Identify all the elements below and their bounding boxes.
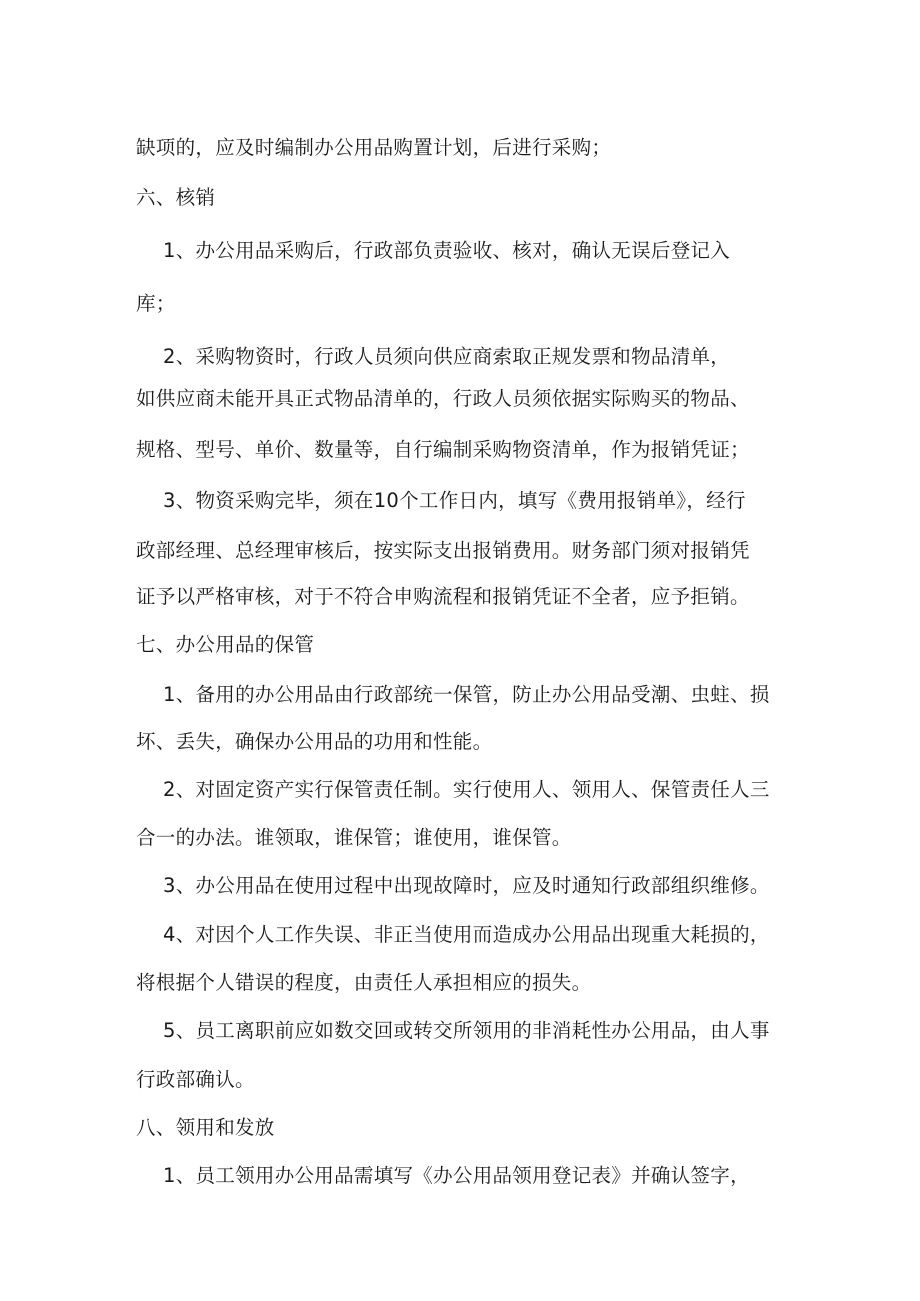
text-line: 3、物资采购完毕，须在10个工作日内，填写《费用报销单》，经行 [163, 489, 746, 512]
text-line: 政部经理、总经理审核后，按实际支出报销费用。财务部门须对报销凭 [136, 539, 750, 562]
text-line: 规格、型号、单价、数量等，自行编制采购物资清单，作为报销凭证； [136, 438, 750, 461]
text-line: 2、采购物资时，行政人员须向供应商索取正规发票和物品清单， [163, 345, 731, 368]
text-line: 坏、丢失，确保办公用品的功用和性能。 [136, 730, 493, 753]
text-line: 1、办公用品采购后，行政部负责验收、核对，确认无误后登记入 [163, 239, 731, 262]
section-heading-issuance: 八、领用和发放 [136, 1116, 275, 1139]
text-line: 库； [136, 292, 176, 315]
text-line: 3、办公用品在使用过程中出现故障时，应及时通知行政部组织维修。 [163, 874, 770, 897]
text-line: 将根据个人错误的程度，由责任人承担相应的损失。 [136, 971, 592, 994]
text-line: 1、员工领用办公用品需填写《办公用品领用登记表》并确认签字， [163, 1164, 750, 1187]
text-line: 4、对因个人工作失误、非正当使用而造成办公用品出现重大耗损的， [163, 923, 770, 946]
text-line: 5、员工离职前应如数交回或转交所领用的非消耗性办公用品，由人事 [163, 1019, 770, 1042]
text-line: 证予以严格审核，对于不符合申购流程和报销凭证不全者，应予拒销。 [136, 585, 750, 608]
text-line: 1、备用的办公用品由行政部统一保管，防止办公用品受潮、虫蛀、损 [163, 683, 770, 706]
text-line: 行政部确认。 [136, 1068, 255, 1091]
text-line: 缺项的，应及时编制办公用品购置计划，后进行采购； [136, 136, 612, 159]
text-line: 合一的办法。谁领取，谁保管；谁使用，谁保管。 [136, 826, 572, 849]
section-heading-verification: 六、核销 [136, 186, 216, 209]
section-heading-storage: 七、办公用品的保管 [136, 633, 315, 656]
text-line: 2、对固定资产实行保管责任制。实行使用人、领用人、保管责任人三 [163, 778, 770, 801]
text-line: 如供应商未能开具正式物品清单的，行政人员须依据实际购买的物品、 [136, 387, 750, 410]
